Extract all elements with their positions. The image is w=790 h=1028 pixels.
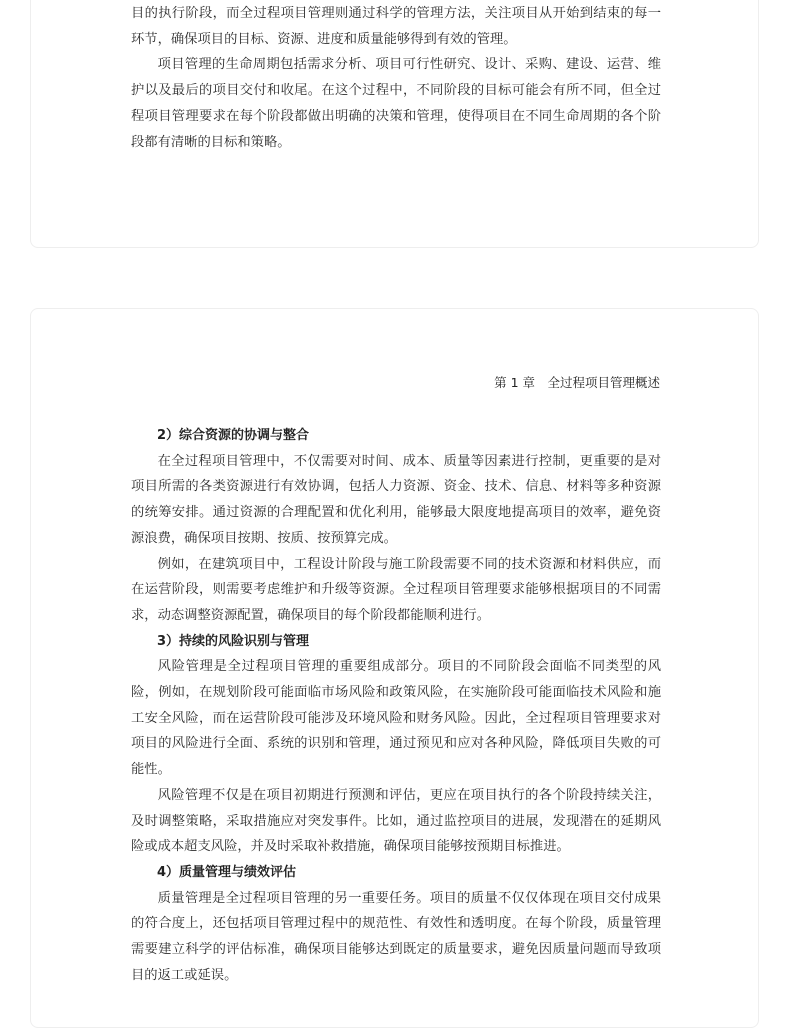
running-head: 第 1 章 全过程项目管理概述 <box>494 375 660 390</box>
paragraph: 在全过程项目管理中，不仅需要对时间、成本、质量等因素进行控制，更重要的是对项目所需的各类资源进行有效协调，包括人力资源、资金、技术、信息、材料等多种资源的统筹安排。通过资源的合理配置和优化利用，能够最大限度地提高项目的效率，避免资源浪费，确保项目按期、按质、按预算完成。 <box>131 453 661 546</box>
section-heading: 3）持续的风险识别与管理 <box>157 633 310 649</box>
page-bottom-body <box>131 423 661 988</box>
paragraph: 质量管理是全过程项目管理的另一重要任务。项目的质量不仅仅体现在项目交付成果的符合度上，还包括项目管理过程中的规范性、有效性和透明度。在每个阶段，质量管理需要建立科学的评估标准，确保项目能够达到既定的质量要求，避免因质量问题而导致项目的返工或延误。 <box>131 890 661 983</box>
page-top-body <box>131 1 661 155</box>
section-heading: 4）质量管理与绩效评估 <box>157 864 297 880</box>
paragraph: 目的执行阶段，而全过程项目管理则通过科学的管理方法，关注项目从开始到结束的每一环节，确保项目的目标、资源、进度和质量能够得到有效的管理。 <box>131 6 661 47</box>
paragraph: 风险管理不仅是在项目初期进行预测和评估，更应在项目执行的各个阶段持续关注，及时调整策略，采取措施应对突发事件。比如，通过监控项目的进展，发现潜在的延期风险或成本超支风险，并及时采取补救措施，确保项目能够按预期目标推进。 <box>131 787 661 855</box>
paragraph: 例如，在建筑项目中，工程设计阶段与施工阶段需要不同的技术资源和材料供应，而在运营阶段，则需要考虑维护和升级等资源。全过程项目管理要求能够根据项目的不同需求，动态调整资源配置，确保项目的每个阶段都能顺利进行。 <box>131 556 661 623</box>
page-bottom <box>30 308 759 1028</box>
page-top <box>30 0 759 248</box>
paragraph: 项目管理的生命周期包括需求分析、项目可行性研究、设计、采购、建设、运营、维护以及最后的项目交付和收尾。在这个过程中，不同阶段的目标可能会有所不同，但全过程项目管理要求在每个阶段都做出明确的决策和管理，使得项目在不同生命周期的各个阶段都有清晰的目标和策略。 <box>131 57 661 150</box>
paragraph: 风险管理是全过程项目管理的重要组成部分。项目的不同阶段会面临不同类型的风险，例如，在规划阶段可能面临市场风险和政策风险，在实施阶段可能面临技术风险和施工安全风险，而在运营阶段可能涉及环境风险和财务风险。因此，全过程项目管理要求对项目的风险进行全面、系统的识别和管理，通过预见和应对各种风险，降低项目失败的可能性。 <box>131 659 661 778</box>
section-heading: 2）综合资源的协调与整合 <box>157 428 310 443</box>
